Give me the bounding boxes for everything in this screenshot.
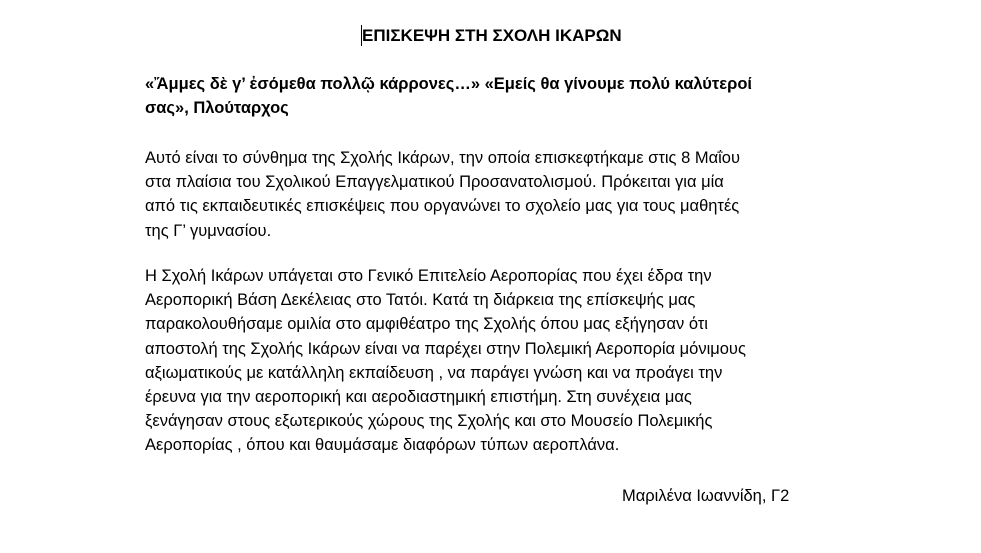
- paragraph-line: αποστολή της Σχολής Ικάρων είναι να παρέχει στην Πολεμική Αεροπορία μόνιμους: [145, 339, 746, 358]
- paragraph-line: αξιωματικούς με κατάλληλη εκπαίδευση , να παράγει γνώση και να προάγει την: [145, 363, 723, 382]
- paragraph-line: Αυτό είναι το σύνθημα της Σχολής Ικάρων, την οποία επισκεφτήκαμε στις 8 Μαΐου: [145, 149, 740, 167]
- paragraph-line: της Γ’ γυμνασίου.: [145, 221, 272, 240]
- paragraph-line: από τις εκπαιδευτικές επισκέψεις που οργανώνει το σχολείο μας για τους μαθητές: [145, 197, 740, 216]
- document-title: ΕΠΙΣΚΕΨΗ ΣΤΗ ΣΧΟΛΗ ΙΚΑΡΩΝ: [362, 26, 622, 45]
- paragraph-line: Αεροπορίας , όπου και θαυμάσαμε διαφόρων τύπων αεροπλάνα.: [145, 436, 620, 455]
- quote-line: σας», Πλούταρχος: [145, 99, 289, 117]
- paragraph-line: στα πλαίσια του Σχολικού Επαγγελματικού Προσανατολισμού. Πρόκειται για μία: [145, 173, 724, 192]
- paragraph-line: έρευνα για την αεροπορική και αεροδιαστημική επιστήμη. Στη συνέχεια μας: [145, 388, 692, 407]
- paragraph-line: Η Σχολή Ικάρων υπάγεται στο Γενικό Επιτελείο Αεροπορίας που έχει έδρα την: [145, 267, 712, 285]
- paragraph-line: ξενάγησαν στους εξωτερικούς χώρους της Σχολής και στο Μουσείο Πολεμικής: [145, 412, 713, 431]
- paragraph-body: [145, 264, 845, 458]
- paragraph-line: Αεροπορική Βάση Δεκέλειας στο Τατόι. Κατά τη διάρκεια της επίσκεψής μας: [145, 291, 696, 310]
- quote-line: «Ἄμμες δὲ γ’ ἐσόμεθα πολλῷ κάρρονες…» «Εμείς θα γίνουμε πολύ καλύτεροί: [145, 75, 752, 93]
- paragraph-line: παρακολουθήσαμε ομιλία στο αμφιθέατρο της Σχολής όπου μας εξήγησαν ότι: [145, 315, 708, 334]
- motto-quote: [145, 72, 845, 120]
- author-signature: Μαριλένα Ιωαννίδη, Γ2: [622, 487, 790, 505]
- paragraph-intro: [145, 146, 845, 243]
